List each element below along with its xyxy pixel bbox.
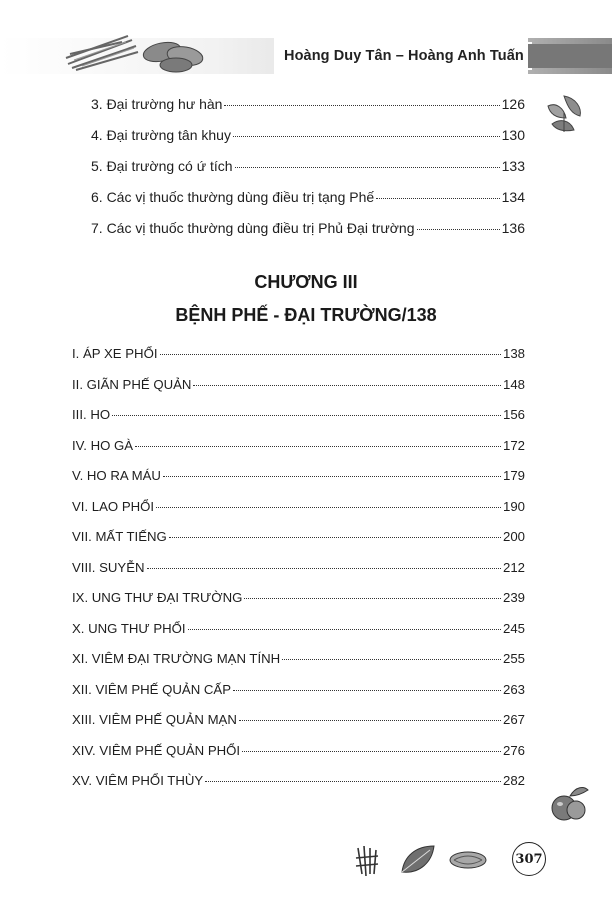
- toc-entry-page: 133: [501, 158, 525, 174]
- toc-entry[interactable]: [72, 499, 525, 514]
- toc-entry-page: 263: [502, 682, 525, 697]
- toc-entry-page: 134: [501, 189, 525, 205]
- toc-entry-title: XV. VIÊM PHỔI THÙY: [72, 773, 204, 788]
- toc-entry[interactable]: [91, 127, 525, 143]
- dot-leader: [235, 167, 500, 168]
- toc-entry[interactable]: [72, 346, 525, 361]
- dot-leader: [193, 385, 501, 386]
- toc-entry-title: 3. Đại trường hư hàn: [91, 96, 223, 112]
- toc-entry-title: 6. Các vị thuốc thường dùng điều trị tạng Phế: [91, 189, 375, 205]
- herb-sticks-icon: [62, 30, 142, 75]
- toc-entry-title: XII. VIÊM PHẾ QUẢN CẤP: [72, 682, 232, 697]
- dot-leader: [376, 198, 499, 199]
- toc-entry-title: 5. Đại trường có ứ tích: [91, 158, 233, 174]
- toc-entry-page: 282: [502, 773, 525, 788]
- dot-leader: [417, 229, 500, 230]
- toc-entry-page: 148: [502, 377, 525, 392]
- toc-entry[interactable]: [72, 712, 525, 727]
- toc-entry-title: VI. LAO PHỔI: [72, 499, 155, 514]
- toc-entry[interactable]: [72, 438, 525, 453]
- toc-entry-page: 126: [501, 96, 525, 112]
- toc-entry-title: VIII. SUYỄN: [72, 560, 145, 575]
- dot-leader: [233, 690, 501, 691]
- seed-pod-icon: [448, 848, 488, 872]
- toc-entry-page: 172: [502, 438, 525, 453]
- toc-entry-title: XI. VIÊM ĐẠI TRƯỜNG MẠN TÍNH: [72, 651, 281, 666]
- toc-entry[interactable]: [72, 651, 525, 666]
- toc-entry-page: 156: [502, 407, 525, 422]
- toc-entry-page: 179: [502, 468, 525, 483]
- toc-entry-page: 130: [501, 127, 525, 143]
- dot-leader: [188, 629, 501, 630]
- toc-entry-title: VII. MẤT TIẾNG: [72, 529, 167, 544]
- toc-entry[interactable]: [72, 407, 525, 422]
- dot-leader: [244, 598, 501, 599]
- toc-entry-title: IX. UNG THƯ ĐẠI TRƯỜNG: [72, 590, 243, 605]
- toc-entry[interactable]: [72, 560, 525, 575]
- dot-leader: [242, 751, 501, 752]
- toc-entry-title: III. HO: [72, 407, 111, 422]
- toc-entry-page: 276: [502, 743, 525, 758]
- dot-leader: [112, 415, 501, 416]
- toc-entry-title: 7. Các vị thuốc thường dùng điều trị Phủ Đại trường: [91, 220, 415, 236]
- dot-leader: [156, 507, 501, 508]
- page-number: 307: [512, 842, 546, 876]
- toc-entry-page: 138: [502, 346, 525, 361]
- header-dark-bar: [528, 44, 612, 68]
- dot-leader: [169, 537, 501, 538]
- leaf-decoration-icon: [542, 92, 586, 136]
- toc-entry-page: 200: [502, 529, 525, 544]
- header-author: Hoàng Duy Tân – Hoàng Anh Tuấn: [274, 42, 532, 70]
- toc-entry[interactable]: [91, 96, 525, 112]
- chapter-title: BỆNH PHẾ - ĐẠI TRƯỜNG/138: [175, 305, 437, 325]
- toc-entry-title: IV. HO GÀ: [72, 438, 134, 453]
- toc-entry[interactable]: [91, 158, 525, 174]
- toc-entry-page: 190: [502, 499, 525, 514]
- toc-entry[interactable]: [72, 621, 525, 636]
- dot-leader: [224, 105, 499, 106]
- toc-entry-title: I. ÁP XE PHỔI: [72, 346, 158, 361]
- toc-entry[interactable]: [72, 773, 525, 788]
- toc-entry[interactable]: [72, 682, 525, 697]
- dot-leader: [135, 446, 501, 447]
- toc-entry-page: 245: [502, 621, 525, 636]
- toc-entry-title: XIII. VIÊM PHẾ QUẢN MẠN: [72, 712, 237, 727]
- dot-leader: [239, 720, 501, 721]
- toc-entry-page: 267: [502, 712, 525, 727]
- dot-leader: [282, 659, 501, 660]
- almond-seeds-icon: [140, 34, 210, 76]
- toc-entry-title: 4. Đại trường tân khuy: [91, 127, 231, 143]
- toc-entry-page: 212: [502, 560, 525, 575]
- toc-entry-title: II. GIÃN PHẾ QUẢN: [72, 377, 192, 392]
- toc-entry[interactable]: [72, 590, 525, 605]
- chapter-label: CHƯƠNG III: [254, 272, 358, 292]
- toc-entry-page: 255: [502, 651, 525, 666]
- fruit-decoration-icon: [548, 780, 592, 824]
- toc-entry-page: 239: [502, 590, 525, 605]
- dot-leader: [147, 568, 501, 569]
- toc-entry[interactable]: [91, 189, 525, 205]
- toc-entry[interactable]: [72, 377, 525, 392]
- toc-entry-title: V. HO RA MÁU: [72, 468, 161, 483]
- dot-leader: [160, 354, 501, 355]
- leaf-icon: [398, 842, 438, 878]
- toc-entry[interactable]: [72, 529, 525, 544]
- dot-leader: [233, 136, 500, 137]
- herb-bundle-icon: [352, 844, 382, 878]
- toc-entry[interactable]: [91, 220, 525, 236]
- dot-leader: [163, 476, 501, 477]
- toc-entry-title: XIV. VIÊM PHẾ QUẢN PHỔI: [72, 743, 241, 758]
- toc-entry[interactable]: [72, 743, 525, 758]
- dot-leader: [205, 781, 501, 782]
- toc-entry[interactable]: [72, 468, 525, 483]
- toc-entry-title: X. UNG THƯ PHỔI: [72, 621, 186, 636]
- toc-entry-page: 136: [501, 220, 525, 236]
